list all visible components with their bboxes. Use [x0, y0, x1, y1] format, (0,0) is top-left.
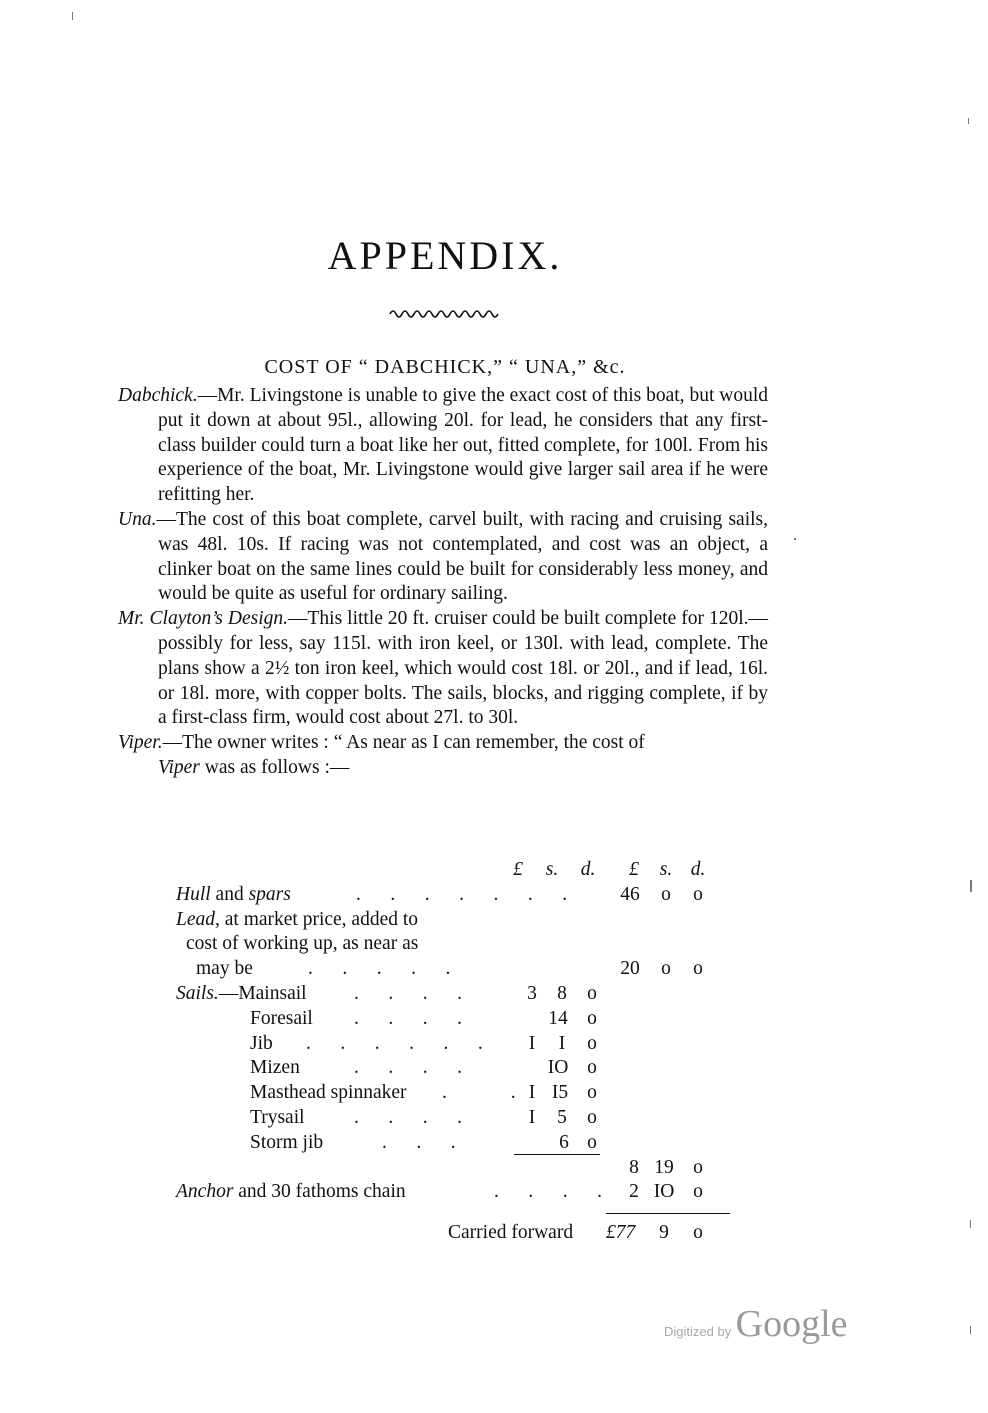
pounds-total: 20	[620, 958, 640, 980]
row-label: Trysail	[250, 1106, 305, 1128]
section-heading: COST OF “ DABCHICK,” “ UNA,” &c.	[264, 356, 626, 378]
scan-speck	[794, 538, 796, 540]
shillings-total: IO	[653, 1181, 675, 1203]
entry-viper	[118, 731, 768, 781]
entry-text: —This little 20 ft. cruiser could be built complete for 120l.—possibly for less, say 115l. with iron keel, or 130l. with lead, complete. The plans show a 2½ ton iron keel, which would cost 18l. or 20l., and if lead, 16l. or 18l. more, with copper bolts. The sails, blocks, and rigging complete, if by a first-class firm, would cost about 27l. to 30l.	[158, 608, 769, 729]
pence: o	[587, 1131, 597, 1153]
pence-total: o	[693, 883, 703, 905]
table-row	[176, 1131, 716, 1156]
pence: o	[587, 1106, 597, 1128]
pounds: I	[528, 1032, 536, 1054]
watermark-digitized-by: Digitized by	[664, 1324, 732, 1339]
leader-dots: . . .	[382, 1131, 458, 1153]
table-row	[176, 1156, 716, 1181]
row-label: Lead, at market price, added to	[176, 908, 419, 930]
google-watermark	[664, 1302, 848, 1346]
pence-total: o	[693, 1156, 703, 1178]
table-row	[176, 932, 716, 957]
table-header-row	[176, 858, 716, 883]
entry-text: —Mr. Livingstone is unable to give the exact cost of this boat, but would put it down at about 95l., allowing 20l. for lead, he considers that any first-class builder could turn a boat like her out, fitted complete, for 100l. From his experience of the boat, Mr. Livingstone would give larger sail area if he were refitting her.	[158, 385, 768, 506]
row-label: Hull and spars	[176, 883, 291, 905]
pounds: I	[528, 1082, 536, 1104]
pounds: I	[528, 1106, 536, 1128]
shillings: 8	[557, 982, 567, 1004]
scan-speck	[970, 1326, 971, 1334]
table-row	[176, 1056, 716, 1081]
scan-speck	[72, 12, 73, 20]
col-header-shillings: s.	[545, 859, 559, 880]
row-label: Mizen	[250, 1057, 300, 1079]
table-row	[176, 1106, 716, 1131]
table-total-row	[176, 1221, 716, 1246]
entry-lead: Viper.	[118, 732, 163, 754]
pence: o	[587, 982, 597, 1004]
watermark-google-logo: Google	[735, 1303, 848, 1345]
entry-text: —The cost of this boat complete, carvel built, with racing and cruising sails, was 48l. 10s. If racing was not contemplated, and cost was an object, a clinker boat on the same lines could be built for considerably less money, and would be quite as useful for ordinary sailing.	[156, 508, 768, 605]
carried-forward-shillings: 9	[659, 1222, 669, 1244]
shillings-total: 19	[654, 1156, 674, 1178]
pence: o	[587, 1082, 597, 1104]
pence-total: o	[693, 958, 703, 980]
pounds-total: 46	[620, 883, 640, 905]
pence: o	[587, 1007, 597, 1029]
col-header-pounds-total: £	[629, 859, 639, 880]
leader-dots: . . . .	[354, 982, 464, 1004]
leader-dots: . . . . . . .	[356, 883, 570, 905]
table-row	[176, 957, 716, 982]
row-label: Anchor and 30 fathoms chain	[176, 1181, 406, 1203]
row-label: Foresail	[250, 1007, 313, 1029]
leader-dots: . . . .	[494, 1181, 604, 1203]
col-header-shillings-total: s.	[659, 859, 673, 880]
entry-lead: Mr. Clayton’s Design.	[118, 608, 288, 630]
col-header-pence-total: d.	[690, 859, 706, 880]
total-rule	[606, 1213, 730, 1214]
shillings: 6	[559, 1131, 569, 1153]
scan-speck	[968, 118, 969, 124]
table-row	[176, 1007, 716, 1032]
scan-speck	[970, 1220, 971, 1228]
shillings-total: o	[661, 883, 671, 905]
viper-cost-table	[176, 858, 716, 1246]
entry-text: —The owner writes : “ As near as I can remember, the cost of	[162, 732, 645, 754]
pence-total: o	[693, 1181, 703, 1203]
shillings: I	[558, 1032, 566, 1054]
table-row	[176, 1081, 716, 1106]
leader-dots: . . . .	[354, 1007, 464, 1029]
row-label-cont: cost of working up, as near as	[186, 933, 419, 955]
carried-forward-pounds: £77	[606, 1222, 636, 1244]
entry-clayton-design	[118, 607, 768, 731]
row-label: Sails.—Mainsail	[176, 982, 307, 1004]
col-header-pence: d.	[580, 859, 596, 880]
shillings: 5	[557, 1106, 567, 1128]
leader-dots: . . . .	[354, 1106, 464, 1128]
leader-dots: . .	[442, 1082, 518, 1104]
pounds-total: 2	[629, 1181, 639, 1203]
row-label-cont: may be	[196, 958, 253, 980]
pence: o	[587, 1032, 597, 1054]
shillings: I5	[551, 1082, 569, 1104]
table-row	[176, 1032, 716, 1057]
row-label: Storm jib	[250, 1131, 324, 1153]
table-row	[176, 1180, 716, 1205]
shillings-total: o	[661, 958, 671, 980]
pounds: 3	[527, 982, 537, 1004]
table-row	[176, 883, 716, 908]
entry-dabchick	[118, 384, 768, 508]
subtotal-rule	[514, 1154, 600, 1155]
scan-speck	[970, 880, 972, 892]
col-header-pounds: £	[513, 859, 523, 880]
wavy-ornament	[388, 306, 500, 318]
leader-dots: . . . . .	[308, 958, 453, 980]
shillings: IO	[547, 1057, 569, 1079]
entry-lead: Una.	[118, 508, 157, 530]
entry-lead: Dabchick.	[118, 385, 198, 406]
row-label: Masthead spinnaker	[250, 1082, 407, 1104]
table-row	[176, 982, 716, 1007]
table-row	[176, 908, 716, 933]
entry-una	[118, 508, 768, 607]
pence: o	[587, 1057, 597, 1079]
page-heading: APPENDIX.	[327, 233, 563, 278]
entry-text-2: was as follows :—	[199, 756, 350, 778]
carried-forward-label: Carried forward	[448, 1222, 574, 1244]
entry-lead-2: Viper	[158, 756, 200, 778]
leader-dots: . . . . . .	[306, 1032, 485, 1054]
shillings: 14	[548, 1007, 568, 1029]
leader-dots: . . . .	[354, 1057, 464, 1079]
appendix-body	[118, 384, 768, 781]
pounds-total: 8	[629, 1156, 639, 1178]
row-label: Jib	[250, 1032, 273, 1054]
carried-forward-pence: o	[693, 1222, 703, 1244]
